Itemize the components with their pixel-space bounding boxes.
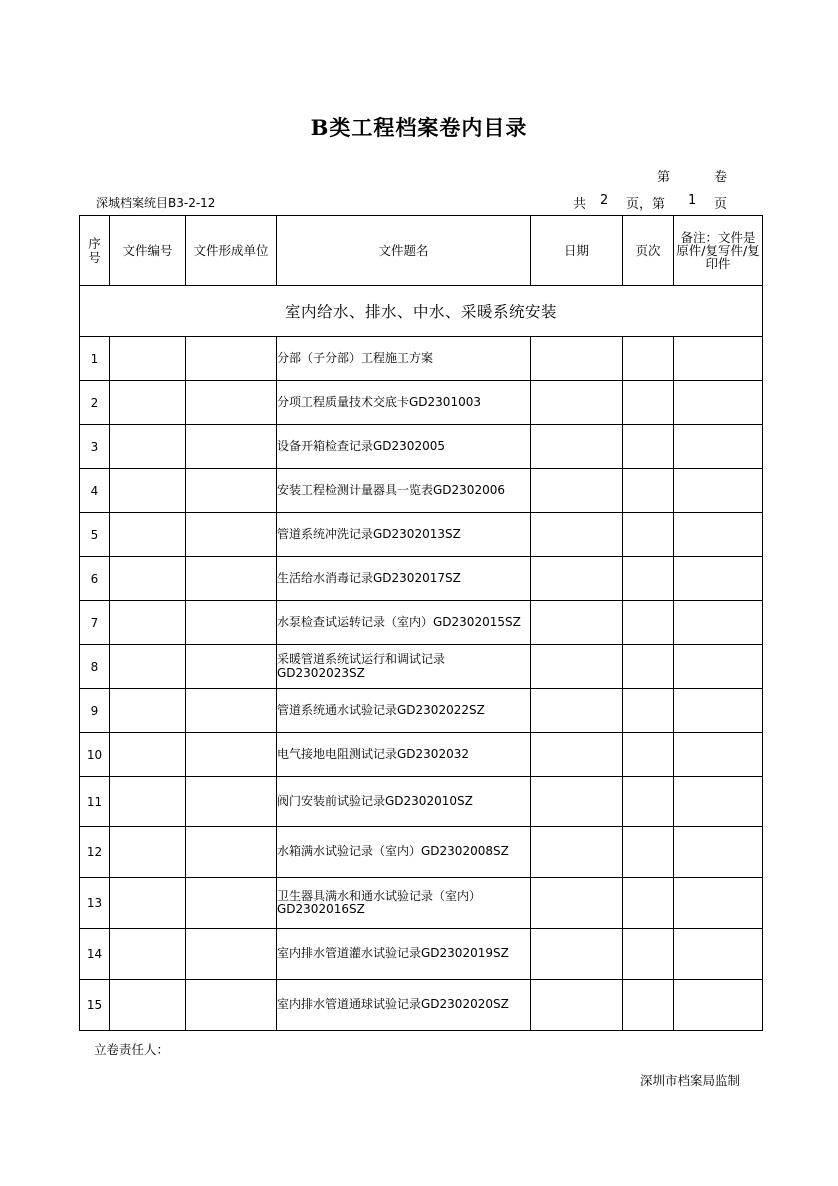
file-no-cell: [110, 337, 186, 381]
unit-cell: [186, 337, 277, 381]
remark-cell: [674, 689, 763, 733]
seq-cell: 2: [80, 381, 110, 425]
unit-cell: [186, 557, 277, 601]
date-cell: [531, 733, 623, 777]
title-cell: 室内排水管道灌水试验记录GD2302019SZ: [277, 929, 531, 980]
unit-cell: [186, 645, 277, 689]
title-cell: 电气接地电阻测试记录GD2302032: [277, 733, 531, 777]
title-cell: 水箱满水试验记录（室内）GD2302008SZ: [277, 827, 531, 878]
file-no-cell: [110, 689, 186, 733]
seq-cell: 3: [80, 425, 110, 469]
pages-total-label: 共: [573, 197, 587, 212]
file-no-cell: [110, 777, 186, 827]
seq-cell: 10: [80, 733, 110, 777]
file-no-cell: [110, 733, 186, 777]
date-cell: [531, 980, 623, 1031]
section-title: 室内给水、排水、中水、采暖系统安装: [80, 286, 763, 337]
remark-cell: [674, 645, 763, 689]
page-cell: [623, 557, 674, 601]
table-row: [80, 689, 763, 733]
file-no-cell: [110, 601, 186, 645]
unit-cell: [186, 689, 277, 733]
remark-cell: [674, 878, 763, 929]
table-row: [80, 381, 763, 425]
table-row: [80, 425, 763, 469]
page-cell: [623, 878, 674, 929]
title-cell: 阀门安装前试验记录GD2302010SZ: [277, 777, 531, 827]
table-row: [80, 733, 763, 777]
unit-cell: [186, 929, 277, 980]
unit-cell: [186, 425, 277, 469]
pages-suffix: 页: [714, 197, 728, 212]
file-no-cell: [110, 425, 186, 469]
title-cell: 水泵检查试运转记录（室内）GD2302015SZ: [277, 601, 531, 645]
date-cell: [531, 827, 623, 878]
title-cell: 设备开箱检查记录GD2302005: [277, 425, 531, 469]
title-cell: 采暖管道系统试运行和调试记录GD2302023SZ: [277, 645, 531, 689]
section-row: [80, 286, 763, 337]
seq-cell: 4: [80, 469, 110, 513]
page-cell: [623, 513, 674, 557]
date-cell: [531, 929, 623, 980]
table-row: [80, 469, 763, 513]
date-cell: [531, 469, 623, 513]
catalog-code: 深城档案统目B3-2-12: [96, 196, 216, 210]
page-header: 页次: [623, 216, 674, 286]
file-no-cell: [110, 878, 186, 929]
page-cell: [623, 645, 674, 689]
seq-cell: 12: [80, 827, 110, 878]
page-cell: [623, 827, 674, 878]
seq-cell: 6: [80, 557, 110, 601]
file-no-cell: [110, 645, 186, 689]
directory-table: [79, 215, 763, 1031]
table-row: [80, 878, 763, 929]
table-row: [80, 929, 763, 980]
remark-cell: [674, 557, 763, 601]
page-cell: [623, 425, 674, 469]
seq-cell: 9: [80, 689, 110, 733]
page-cell: [623, 469, 674, 513]
unit-cell: [186, 469, 277, 513]
file-no-cell: [110, 513, 186, 557]
table-row: [80, 557, 763, 601]
table-row: [80, 777, 763, 827]
title-cell: 生活给水消毒记录GD2302017SZ: [277, 557, 531, 601]
seq-cell: 15: [80, 980, 110, 1031]
date-cell: [531, 337, 623, 381]
remark-cell: [674, 827, 763, 878]
unit-header: 文件形成单位: [186, 216, 277, 286]
page-cell: [623, 601, 674, 645]
page-cell: [623, 381, 674, 425]
remark-header: 备注：文件是原件/复写件/复印件: [674, 216, 763, 286]
remark-cell: [674, 513, 763, 557]
seq-header: 序号: [80, 216, 110, 286]
seq-cell: 7: [80, 601, 110, 645]
remark-cell: [674, 469, 763, 513]
seq-cell: 8: [80, 645, 110, 689]
remark-cell: [674, 929, 763, 980]
date-cell: [531, 425, 623, 469]
responsible-person-label: 立卷责任人：: [94, 1042, 170, 1057]
remark-cell: [674, 980, 763, 1031]
title-cell: 卫生器具满水和通水试验记录（室内）GD2302016SZ: [277, 878, 531, 929]
file-no-cell: [110, 980, 186, 1031]
title-cell: 室内排水管道通球试验记录GD2302020SZ: [277, 980, 531, 1031]
table-row: [80, 601, 763, 645]
unit-cell: [186, 777, 277, 827]
supervisor-label: 深圳市档案局监制: [640, 1073, 741, 1088]
unit-cell: [186, 381, 277, 425]
seq-cell: 1: [80, 337, 110, 381]
seq-cell: 13: [80, 878, 110, 929]
date-cell: [531, 513, 623, 557]
file-no-header: 文件编号: [110, 216, 186, 286]
title-cell: 分项工程质量技术交底卡GD2301003: [277, 381, 531, 425]
file-no-cell: [110, 469, 186, 513]
date-cell: [531, 601, 623, 645]
remark-cell: [674, 733, 763, 777]
unit-cell: [186, 601, 277, 645]
title-header: 文件题名: [277, 216, 531, 286]
remark-cell: [674, 777, 763, 827]
date-cell: [531, 557, 623, 601]
table-row: [80, 513, 763, 557]
remark-cell: [674, 601, 763, 645]
table-row: [80, 645, 763, 689]
unit-cell: [186, 513, 277, 557]
volume-suffix: 卷: [714, 170, 728, 185]
file-no-cell: [110, 827, 186, 878]
page-cell: [623, 929, 674, 980]
unit-cell: [186, 733, 277, 777]
file-no-cell: [110, 557, 186, 601]
file-no-cell: [110, 929, 186, 980]
date-cell: [531, 645, 623, 689]
seq-cell: 5: [80, 513, 110, 557]
remark-cell: [674, 337, 763, 381]
remark-cell: [674, 425, 763, 469]
date-cell: [531, 777, 623, 827]
date-header: 日期: [531, 216, 623, 286]
unit-cell: [186, 980, 277, 1031]
seq-cell: 14: [80, 929, 110, 980]
date-cell: [531, 381, 623, 425]
page-cell: [623, 777, 674, 827]
date-cell: [531, 689, 623, 733]
header-row: [80, 216, 763, 286]
volume-prefix: 第: [657, 170, 671, 185]
table-row: [80, 337, 763, 381]
table-row: [80, 980, 763, 1031]
table-row: [80, 827, 763, 878]
file-no-cell: [110, 381, 186, 425]
pages-current-label: 页，第: [626, 197, 666, 212]
remark-cell: [674, 381, 763, 425]
unit-cell: [186, 827, 277, 878]
title-cell: 管道系统冲洗记录GD2302013SZ: [277, 513, 531, 557]
page-cell: [623, 337, 674, 381]
date-cell: [531, 878, 623, 929]
pages-total: 2: [600, 193, 609, 208]
page-cell: [623, 980, 674, 1031]
seq-cell: 11: [80, 777, 110, 827]
title-cell: 分部（子分部）工程施工方案: [277, 337, 531, 381]
pages-current: 1: [688, 193, 697, 208]
unit-cell: [186, 878, 277, 929]
page-cell: [623, 733, 674, 777]
title-cell: 管道系统通水试验记录GD2302022SZ: [277, 689, 531, 733]
title-cell: 安装工程检测计量器具一览表GD2302006: [277, 469, 531, 513]
document-title: B类工程档案卷内目录: [310, 115, 528, 140]
page-cell: [623, 689, 674, 733]
